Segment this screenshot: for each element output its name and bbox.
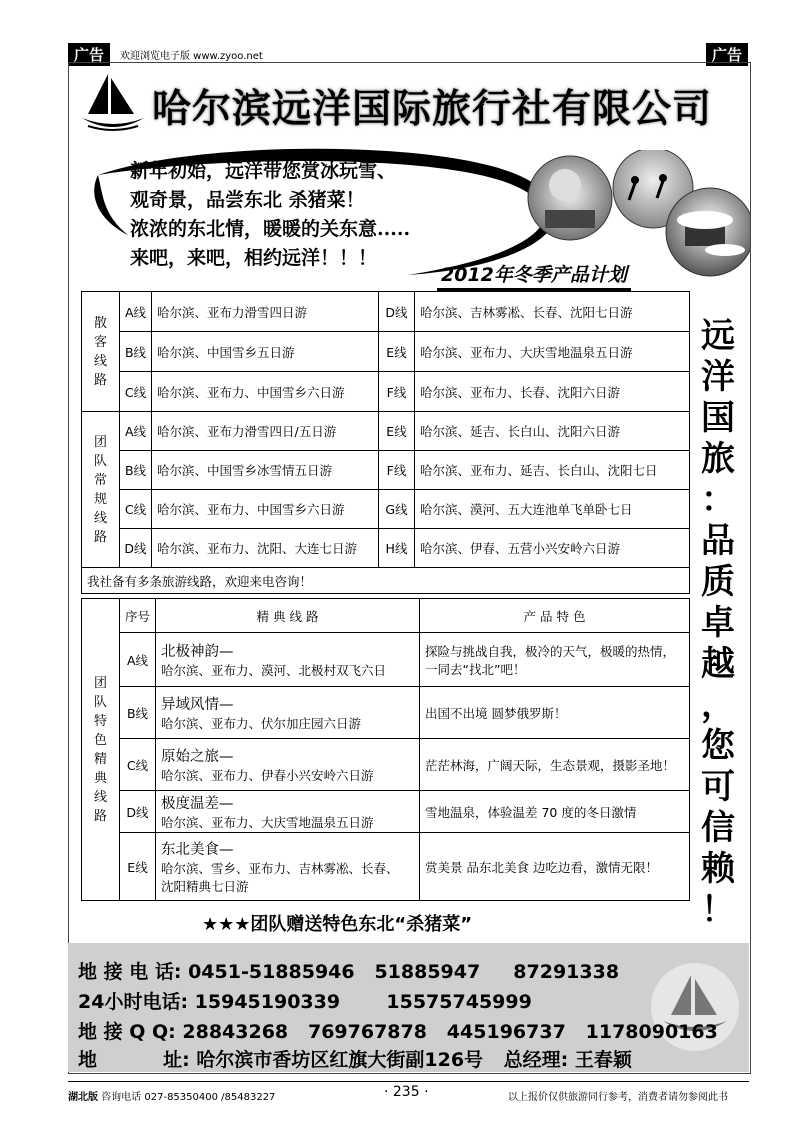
side-slogan-char: 您 xyxy=(701,726,735,766)
footer-left xyxy=(68,1088,275,1103)
category-char: 常 xyxy=(93,472,107,488)
route-detail: 哈尔滨、亚布力、漠河、北极村双飞六日 xyxy=(161,663,387,678)
route-code: A线 xyxy=(120,292,152,332)
table-row xyxy=(82,292,690,332)
route-name[interactable]: 哈尔滨、亚布力、延吉、长白山、沈阳七日 xyxy=(415,451,690,490)
category-char: 规 xyxy=(93,491,107,507)
side-slogan-char: 信 xyxy=(701,808,735,848)
footer-hotline[interactable]: 027-85350400 /85483227 xyxy=(144,1092,276,1103)
table-header-row xyxy=(82,599,690,633)
route-code: F线 xyxy=(379,372,415,412)
route-code: C线 xyxy=(120,490,152,529)
route-code: B线 xyxy=(120,687,156,739)
category-char: 线 xyxy=(93,510,107,526)
route-title: 北极神韵— xyxy=(161,644,234,660)
route-code: A线 xyxy=(120,412,152,451)
category-char: 路 xyxy=(93,808,107,824)
side-slogan-char: 旅 xyxy=(701,439,735,479)
table-row xyxy=(82,687,690,739)
route-cell[interactable] xyxy=(156,791,420,833)
category-tese xyxy=(82,599,120,901)
side-slogan-char: ！ xyxy=(701,890,735,930)
table-row xyxy=(82,372,690,412)
hotline-caption: 咨询电话 xyxy=(101,1092,142,1103)
route-title: 异域风情— xyxy=(161,697,234,713)
side-slogan-char: 质 xyxy=(701,562,735,602)
route-name[interactable]: 哈尔滨、漠河、五大连池单飞单卧七日 xyxy=(415,490,690,529)
route-detail: 哈尔滨、亚布力、伊春小兴安岭六日游 xyxy=(161,768,374,783)
phone-numbers[interactable]: 0451-51885946 51885947 87291338 xyxy=(188,961,620,983)
phone-label: 地 接 电 话: xyxy=(78,961,182,983)
route-name[interactable]: 哈尔滨、亚布力、沈阳、大连七日游 xyxy=(152,529,379,568)
table-row xyxy=(82,412,690,451)
category-char: 团 xyxy=(93,675,107,691)
qq-numbers[interactable]: 28843268 769767878 445196737 1178090163 xyxy=(182,1021,718,1043)
feature-text: 雪地温泉，体验温差 70 度的冬日激情 xyxy=(420,791,690,833)
plan-title: 2012年冬季产品计划 xyxy=(437,260,631,291)
table-row xyxy=(82,568,690,594)
route-code: H线 xyxy=(379,529,415,568)
side-slogan-char: 远 xyxy=(701,316,735,356)
route-code: C线 xyxy=(120,372,152,412)
table-row xyxy=(82,332,690,372)
route-code: B线 xyxy=(120,451,152,490)
category-char: 特 xyxy=(93,713,107,729)
manager-label: 总经理: xyxy=(503,1049,569,1071)
category-char: 典 xyxy=(93,770,107,786)
route-title: 极度温差— xyxy=(161,796,234,812)
route-name[interactable]: 哈尔滨、中国雪乡五日游 xyxy=(152,332,379,372)
side-slogan xyxy=(694,316,742,931)
table-row xyxy=(82,529,690,568)
category-char: 精 xyxy=(93,751,107,767)
footer-disclaimer: 以上报价仅供旅游同行参考，消费者请勿参阅此书 xyxy=(508,1092,728,1103)
side-slogan-char: ， xyxy=(701,685,735,725)
edition-label: 湖北版 xyxy=(68,1092,98,1103)
category-char: 路 xyxy=(93,372,107,388)
route-code: E线 xyxy=(120,833,156,901)
feature-text: 茫茫林海，广阔天际，生态景观，摄影圣地！ xyxy=(420,739,690,791)
table-row xyxy=(82,633,690,687)
route-name[interactable]: 哈尔滨、亚布力滑雪四日游 xyxy=(152,292,379,332)
category-sanke xyxy=(82,292,120,412)
welcome-text[interactable]: 欢迎浏览电子版 www.zyoo.net xyxy=(120,51,263,62)
side-slogan-char: 卓 xyxy=(701,603,735,643)
side-slogan-char: 国 xyxy=(701,398,735,438)
route-detail: 哈尔滨、亚布力、伏尔加庄园六日游 xyxy=(161,716,362,731)
column-header-route: 精 典 线 路 xyxy=(156,599,420,633)
ad-label-left: 广告 xyxy=(68,43,110,66)
route-code: G线 xyxy=(379,490,415,529)
route-detail: 沈阳精典七日游 xyxy=(161,879,249,894)
gift-line: ★★★团队赠送特色东北“杀猪菜” xyxy=(202,914,473,935)
route-code: B线 xyxy=(120,332,152,372)
column-header-no: 序号 xyxy=(120,599,156,633)
route-name[interactable]: 哈尔滨、亚布力、中国雪乡六日游 xyxy=(152,490,379,529)
manager-name: 王春颖 xyxy=(574,1049,632,1071)
company-logo-icon xyxy=(78,70,148,136)
route-detail: 哈尔滨、雪乡、亚布力、吉林雾凇、长春、 xyxy=(161,861,399,876)
route-code: E线 xyxy=(379,332,415,372)
page-number: · 235 · xyxy=(384,1084,429,1100)
column-header-feature: 产 品 特 色 xyxy=(420,599,690,633)
route-name[interactable]: 哈尔滨、伊春、五营小兴安岭六日游 xyxy=(415,529,690,568)
feature-text: 一同去“找北”吧！ xyxy=(425,661,526,677)
intro-line-3: 浓浓的东北情，暖暖的关东意..... xyxy=(130,218,411,240)
side-slogan-char: ： xyxy=(701,480,735,520)
route-cell[interactable] xyxy=(156,687,420,739)
route-cell[interactable] xyxy=(156,633,420,687)
qq-label: 地 接 Q Q: xyxy=(78,1021,176,1043)
table-row xyxy=(82,490,690,529)
category-char: 队 xyxy=(93,453,107,469)
side-slogan-char: 可 xyxy=(701,767,735,807)
table-row xyxy=(82,451,690,490)
feature-cell xyxy=(420,633,690,687)
contact-panel xyxy=(68,943,749,1072)
category-char: 线 xyxy=(93,789,107,805)
side-slogan-char: 品 xyxy=(701,521,735,561)
feature-text: 探险与挑战自我，极冷的天气，极暖的热情， xyxy=(425,643,676,659)
route-name[interactable]: 哈尔滨、吉林雾凇、长春、沈阳七日游 xyxy=(415,292,690,332)
side-slogan-char: 洋 xyxy=(701,357,735,397)
category-char: 色 xyxy=(93,732,107,748)
category-char: 路 xyxy=(93,529,107,545)
footer-rule xyxy=(68,1081,749,1082)
route-name[interactable]: 哈尔滨、亚布力、长春、沈阳六日游 xyxy=(415,372,690,412)
category-char: 散 xyxy=(93,315,107,331)
route-code: D线 xyxy=(379,292,415,332)
feature-text: 出国不出境 圆梦俄罗斯！ xyxy=(420,687,690,739)
intro-line-4: 来吧，来吧，相约远洋！！！ xyxy=(130,247,378,269)
category-char: 线 xyxy=(93,353,107,369)
route-code: D线 xyxy=(120,529,152,568)
table-row xyxy=(82,739,690,791)
category-tuandui xyxy=(82,412,120,568)
address-value: 哈尔滨市香坊区红旗大街副126号 xyxy=(196,1049,484,1071)
category-char: 客 xyxy=(93,334,107,350)
routes-table xyxy=(81,291,690,594)
route-name[interactable]: 哈尔滨、亚布力、中国雪乡六日游 xyxy=(152,372,379,412)
route-code: F线 xyxy=(379,451,415,490)
intro-line-2: 观奇景，品尝东北 杀猪菜！ xyxy=(130,189,365,211)
route-name[interactable]: 哈尔滨、亚布力滑雪四日/五日游 xyxy=(152,412,379,451)
route-cell[interactable] xyxy=(156,739,420,791)
route-title: 原始之旅— xyxy=(161,749,234,765)
route-cell[interactable] xyxy=(156,833,420,901)
feature-text: 赏美景 品东北美食 边吃边看，激情无限！ xyxy=(420,833,690,901)
route-code: D线 xyxy=(120,791,156,833)
route-code: A线 xyxy=(120,633,156,687)
category-char: 队 xyxy=(93,694,107,710)
address-label: 地 址: xyxy=(78,1049,190,1071)
intro-line-1: 新年初始，远洋带您赏冰玩雪、 xyxy=(130,160,397,182)
side-slogan-char: 赖 xyxy=(701,849,735,889)
category-char: 团 xyxy=(93,434,107,450)
route-title: 东北美食— xyxy=(161,842,234,858)
table-row xyxy=(82,791,690,833)
hotline-numbers[interactable]: 15945190339 15575745999 xyxy=(194,991,532,1013)
company-name: 哈尔滨远洋国际旅行社有限公司 xyxy=(152,86,713,132)
route-name[interactable]: 哈尔滨、中国雪乡冰雪情五日游 xyxy=(152,451,379,490)
notice-text: 我社备有多条旅游线路，欢迎来电咨询！ xyxy=(82,568,690,594)
route-code: C线 xyxy=(120,739,156,791)
hotline-label: 24小时电话: xyxy=(78,991,189,1013)
route-code: E线 xyxy=(379,412,415,451)
side-slogan-char: 越 xyxy=(701,644,735,684)
route-name[interactable]: 哈尔滨、亚布力、大庆雪地温泉五日游 xyxy=(415,332,690,372)
route-detail: 哈尔滨、亚布力、大庆雪地温泉五日游 xyxy=(161,815,374,830)
table-row xyxy=(82,833,690,901)
featured-routes-table xyxy=(81,598,690,901)
route-name[interactable]: 哈尔滨、延吉、长白山、沈阳六日游 xyxy=(415,412,690,451)
ad-label-right: 广告 xyxy=(706,43,748,66)
